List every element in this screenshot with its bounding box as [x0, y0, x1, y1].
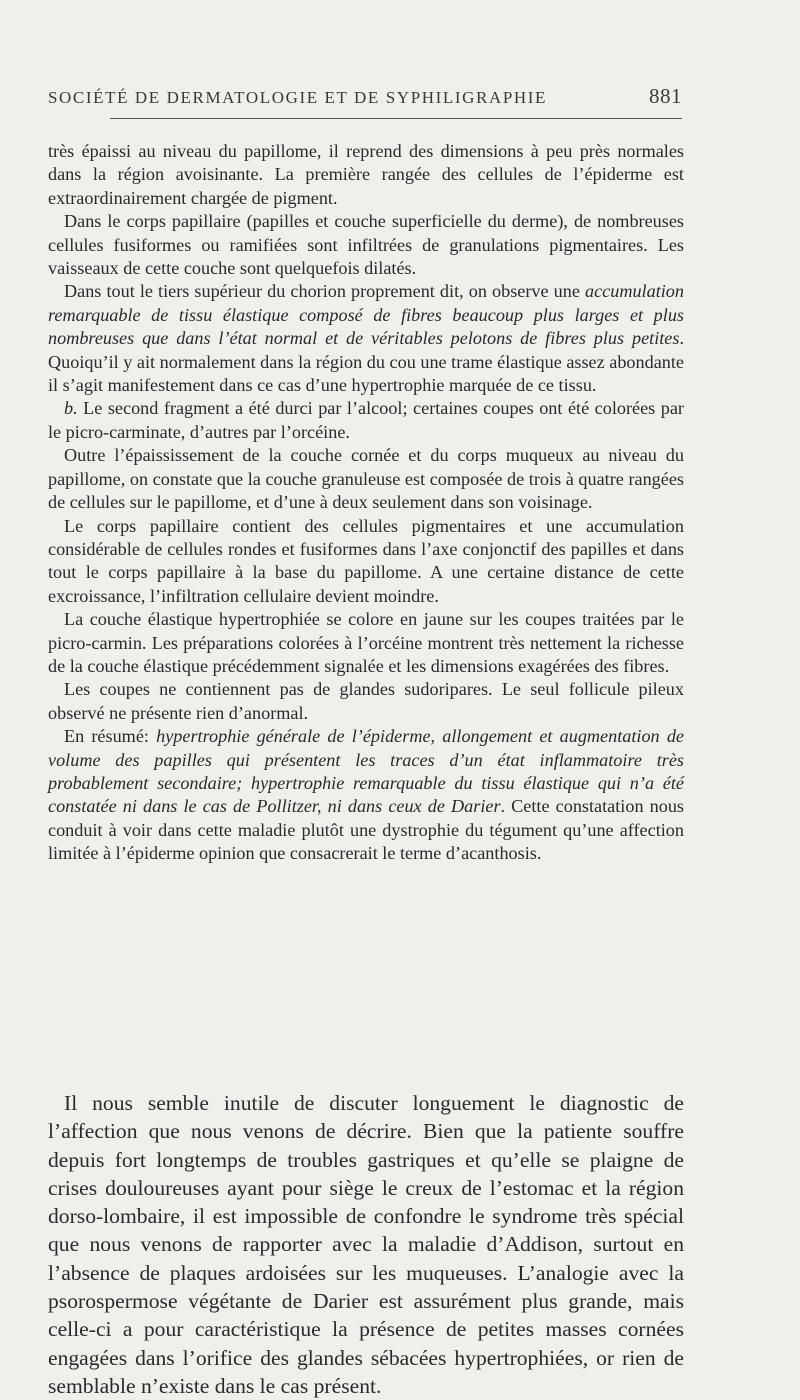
text-run: Le second fragment a été durci par l’alcool; certaines coupes ont été colorées par le picro-carminate, d’autres par l’orcéine.: [48, 398, 684, 442]
italic-run: , ni dans ceux de: [316, 796, 452, 817]
text-run: . Quoiqu’il y ait normalement dans la région du cou une trame élastique assez abondante il s’agit manifestement dans ce cas d’une hypertrophie marquée de ce tissu.: [48, 328, 684, 396]
paragraph: [48, 397, 684, 444]
italic-run: accumulation remarquable de tissu élastique composé de fibres beaucoup plus larges et plus nombreuses que dans l’état normal et de véritables pelotons de fibres plus petites: [48, 281, 684, 349]
paragraph: Outre l’épaississement de la couche cornée et du corps muqueux au niveau du papillome, on constate que la couche granuleuse est composée de trois à quatre rangées de cellules sur le papillome, et d’une à deux seulement dans son voisinage.: [48, 445, 684, 513]
author-name: Pollitzer: [256, 796, 317, 817]
italic-run: hypertrophie générale de l’épiderme, allongement et augmentation de volume des papilles qui présentent les traces d’un état inflammatoire très probablement secondaire; hypertrophie remarquable du tissu élastique qui n’a été constatée ni dans le cas de: [48, 726, 684, 817]
paragraph: Les coupes ne contiennent pas de glandes sudoripares. Le seul follicule pileux observé ne présente rien d’anormal.: [48, 679, 684, 723]
running-title: SOCIÉTÉ DE DERMATOLOGIE ET DE SYPHILIGRAPHIE: [48, 88, 548, 107]
paragraph: Le corps papillaire contient des cellules pigmentaires et une accumulation considérable de cellules rondes et fusiformes dans l’axe conjonctif des papilles et dans tout le corps papillaire à la base du papillome. A une certaine distance de cette excroissance, l’infiltration cellulaire devient moindre.: [48, 515, 684, 606]
paragraph: très épaissi au niveau du papillome, il reprend des dimensions à peu près normales dans la région avoisinante. La première rangée des cellules de l’épiderme est extraordinairement chargée de pigment.: [48, 141, 684, 208]
list-marker: b.: [64, 398, 78, 419]
text-run: Dans tout le tiers supérieur du chorion proprement dit, on observe une: [64, 281, 585, 302]
paragraph: La couche élastique hypertrophiée se colore en jaune sur les coupes traitées par le picro-carmin. Les préparations colorées à l’orcéine montrent très nettement la richesse de la couche élastique précédemment signalée et les dimensions exagérées des fibres.: [48, 609, 684, 676]
observation-text: [48, 140, 684, 866]
paragraph: [48, 280, 684, 397]
author-name: Darier: [451, 796, 501, 817]
header-rule: [110, 118, 682, 119]
text-run: . Cette constatation nous conduit à voir dans cette maladie plutôt une dystrophie du tégument qu’une affection limitée à l’épiderme opinion que consacrerait le terme d’acanthosis.: [48, 796, 685, 864]
discussion-text: [48, 1089, 684, 1400]
paragraph: [48, 725, 684, 865]
page-number: 881: [649, 84, 682, 108]
running-header: [48, 84, 682, 109]
paragraph: Il nous semble inutile de discuter longuement le diagnostic de l’affection que nous venons de décrire. Bien que la patiente souffre depuis fort longtemps de troubles gastriques et qu’elle se plaigne de crises douloureuses ayant pour siège le creux de l’estomac et la région dorso-lombaire, il est impossible de confondre le syndrome très spécial que nous venons de rapporter avec la maladie d’Addison, surtout en l’absence de plaques ardoisées sur les muqueuses. L’analogie avec la psorospermose végétante de Darier est assurément plus grande, mais celle-ci a pour caractéristique la présence de petites masses cornées engagées dans l’orifice des glandes sébacées hypertrophiées, or rien de semblable n’existe dans le cas présent.: [48, 1091, 684, 1398]
paragraph: Dans le corps papillaire (papilles et couche superficielle du derme), de nombreuses cellules fusiformes ou ramifiées sont infiltrées de granulations pigmentaires. Les vaisseaux de cette couche sont quelquefois dilatés.: [48, 211, 684, 279]
text-run: En résumé:: [64, 726, 157, 747]
